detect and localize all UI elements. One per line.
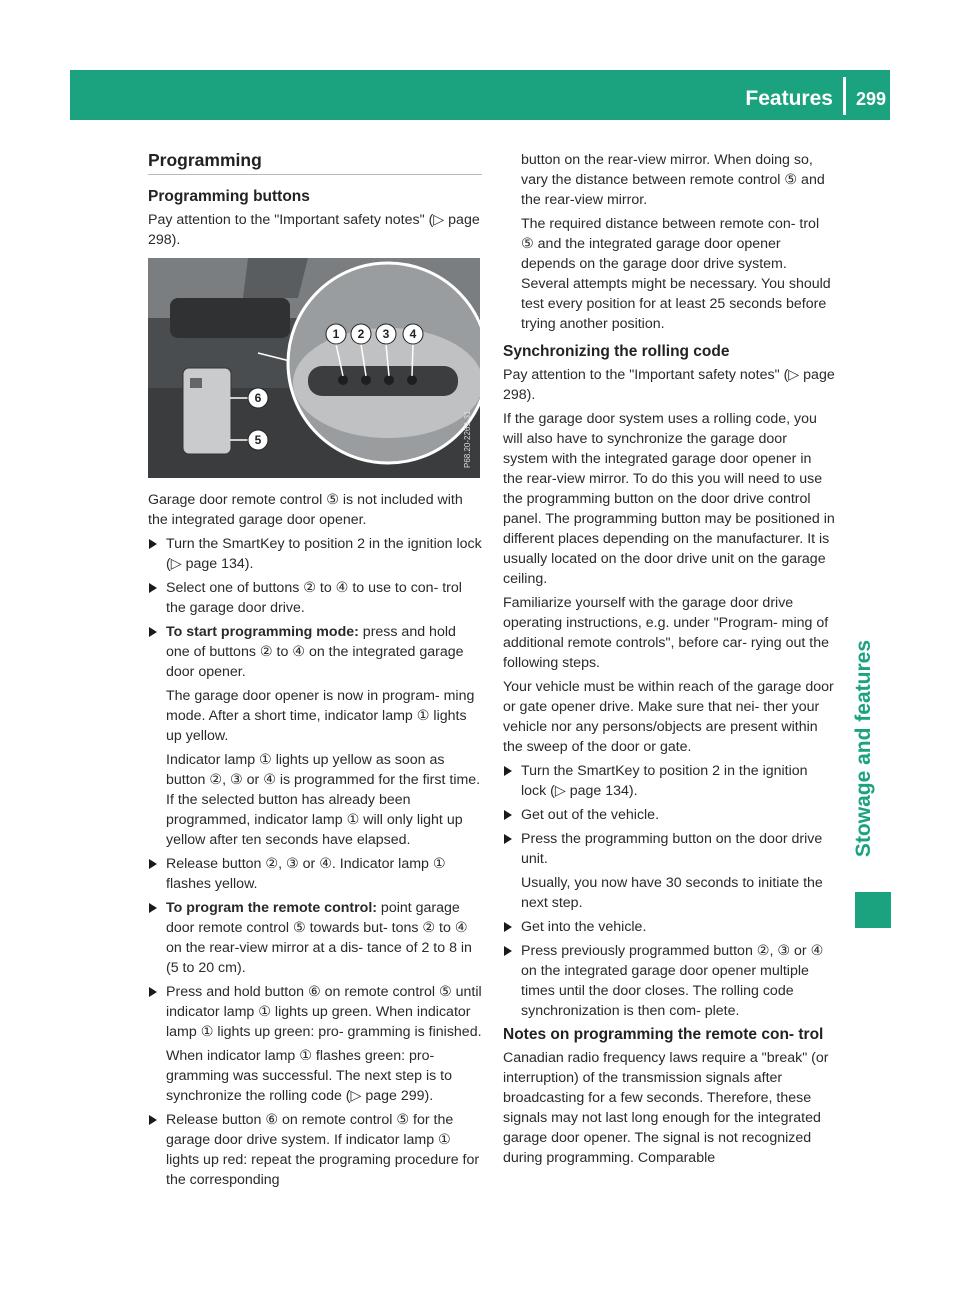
left-column xyxy=(148,150,482,1194)
photo-label-4: 4 xyxy=(409,327,417,341)
photo-code: P68.20-2269-31 xyxy=(463,410,472,468)
step-item: Get into the vehicle. xyxy=(503,917,835,937)
distance-paragraph: The required distance between remote con- trol ⑤ and the integrated garage door opener depends on the garage door drive system. Several attempts might be necessary. You should test every position for at least 25 seconds before trying another position. xyxy=(521,216,831,332)
paragraph-remote-not-included: Garage door remote control ⑤ is not included with the integrated garage door opener. xyxy=(148,492,463,528)
step-item: To program the remote control: point garage door remote control ⑤ towards but- tons ② to ④ on the rear-view mirror at a dis- tance of 2 to 8 in (5 to 20 cm). xyxy=(148,898,482,978)
rolling-code-paragraph: If the garage door system uses a rolling code, you will also have to synchronize the garage door system with the integrated garage door opener in the rear-view mirror. To do this you will need to use the programming button on the door drive control panel. The programming button may be positioned in different places depending on the manufacturer. It is usually located on the door drive unit on the garage ceiling. xyxy=(503,411,835,587)
section-heading: Programming xyxy=(148,150,482,175)
step-item: Release button ⑥ on remote control ⑤ for the garage door drive system. If indicator lamp ① lights up red: repeat the programing procedure for the corresponding xyxy=(148,1110,482,1190)
familiarize-paragraph: Familiarize yourself with the garage door drive operating instructions, e.g. under "Program- ming of additional remote controls", before car- rying out the following steps. xyxy=(503,595,830,671)
running-header xyxy=(710,84,890,114)
subheading-notes: Notes on programming the remote con- trol xyxy=(503,1026,824,1043)
mirror-illustration xyxy=(148,258,480,478)
step-item: To start programming mode: press and hold one of buttons ② to ④ on the integrated garage door opener. The garage door opener is now in program- ming mode. After a short time, indicator lamp ① lights up yellow. Indicator lamp ① lights up yellow as soon as button ②, ③ or ④ is programmed for the first time. If the selected button has already been programmed, indicator lamp ① will only light up yellow after ten seconds have elapsed. xyxy=(148,622,482,850)
step-item: Press previously programmed button ②, ③ or ④ on the integrated garage door opener multiple times until the door closes. The rolling code synchronization is then com- plete. xyxy=(503,941,835,1021)
step-item: Turn the SmartKey to position 2 in the ignition lock (▷ page 134). xyxy=(148,534,482,574)
subheading-synchronizing: Synchronizing the rolling code xyxy=(503,343,730,360)
step-item: Get out of the vehicle. xyxy=(503,805,835,825)
photo-label-1: 1 xyxy=(332,327,340,341)
photo-label-2: 2 xyxy=(357,327,365,341)
canadian-laws-paragraph: Canadian radio frequency laws require a "break" (or interruption) of the transmission signals after broadcasting for a few seconds. Therefore, these signals may not last long enough for the integrated garage door opener. The signal is not recognized during programming. Comparable xyxy=(503,1050,829,1166)
step-item: Release button ②, ③ or ④. Indicator lamp ① flashes yellow. xyxy=(148,854,482,894)
mirror-photo xyxy=(148,258,480,478)
photo-label-6: 6 xyxy=(254,391,262,405)
subheading-programming-buttons: Programming buttons xyxy=(148,188,310,205)
photo-label-5: 5 xyxy=(254,433,262,447)
side-tab-label: Stowage and features xyxy=(852,640,875,858)
step-item: Press the programming button on the door drive unit. Usually, you now have 30 seconds to initiate the next step. xyxy=(503,829,835,913)
side-tab-marker xyxy=(855,892,891,928)
step-item: Select one of buttons ② to ④ to use to con- trol the garage door drive. xyxy=(148,578,482,618)
continued-paragraph: button on the rear-view mirror. When doing so, vary the distance between remote control ⑤ and the rear-view mirror. xyxy=(521,152,825,208)
photo-label-3: 3 xyxy=(382,327,390,341)
right-column xyxy=(503,150,835,1172)
section-title: Features xyxy=(745,87,833,110)
safety-note-paragraph: Pay attention to the "Important safety notes" (▷ page 298). xyxy=(503,367,835,403)
intro-paragraph: Pay attention to the "Important safety notes" (▷ page 298). xyxy=(148,212,480,248)
step-item: Press and hold button ⑥ on remote control ⑤ until indicator lamp ① lights up green. When indicator lamp ① lights up green: pro- gramming is finished. When indicator lamp ① flashes green: pro- gramming was successful. The next step is to synchronize the rolling code (▷ page 299). xyxy=(148,982,482,1106)
step-item: Turn the SmartKey to position 2 in the ignition lock (▷ page 134). xyxy=(503,761,835,801)
reach-paragraph: Your vehicle must be within reach of the garage door or gate opener drive. Make sure that nei- ther your vehicle nor any persons/objects are present within the sweep of the door or gate. xyxy=(503,679,834,755)
page-number: 299 xyxy=(855,88,886,109)
